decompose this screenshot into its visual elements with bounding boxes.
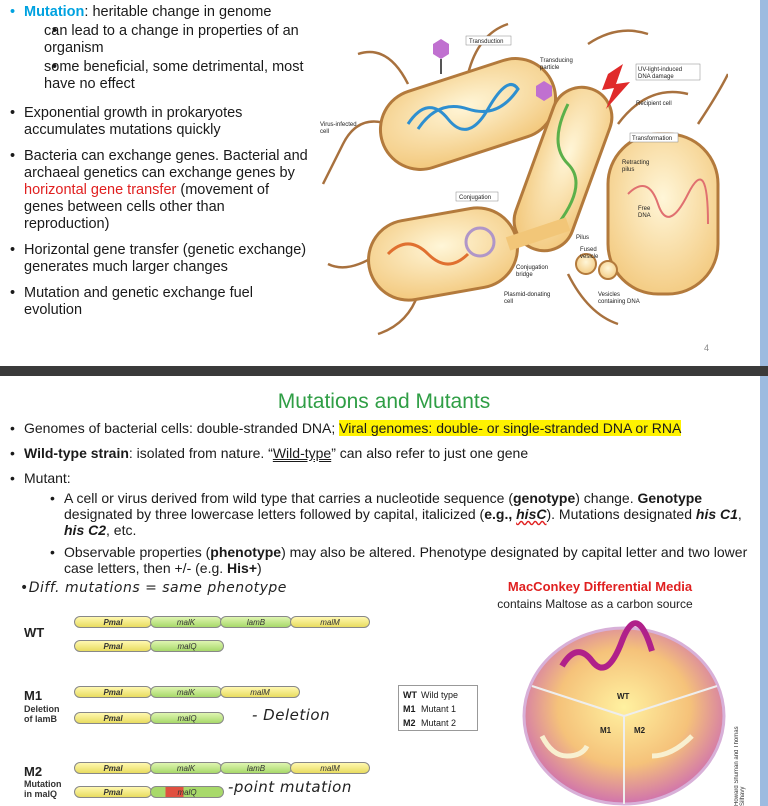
photo-credit: Howard Shuman and Thomas Silhavy xyxy=(734,726,746,806)
bullet-mutation: • Mutation: heritable change in genome • can lead to a change in properties of an organism • some beneficial, some detrimental, most have no effect xyxy=(0,4,310,93)
handwritten-note: •Diff. mutations = same phenotype xyxy=(20,580,287,596)
subbullet-phenotype: • Observable properties (phenotype) may also be altered. Phenotype designated by capital letter and two lower case letters, then +/- (e.g. His+) xyxy=(0,544,760,576)
slide-edge-accent xyxy=(760,0,768,366)
slide-horizontal-gene-transfer xyxy=(0,0,768,366)
legend-row: M1 Mutant 1 xyxy=(403,704,457,714)
strain-legend xyxy=(398,685,478,731)
gene-pmal: Pmal xyxy=(74,786,152,798)
bullet-gene-exchange: • Bacteria can exchange genes. Bacterial and archaeal genetics can exchange genes by horizontal gene transfer (movement of genes between cells other than reproduction) xyxy=(0,148,310,233)
gene-pmal: Pmal xyxy=(74,616,152,628)
slide-title: Mutations and Mutants xyxy=(277,390,491,413)
svg-text:Vesicles: Vesicles xyxy=(598,292,621,298)
svg-text:particle: particle xyxy=(540,65,560,71)
svg-text:Retracting: Retracting xyxy=(622,160,650,166)
svg-text:UV-light-induced: UV-light-induced xyxy=(638,67,683,73)
svg-text:containing DNA: containing DNA xyxy=(598,299,640,305)
svg-text:Conjugation: Conjugation xyxy=(516,265,549,271)
gene-pmal: Pmal xyxy=(74,686,152,698)
label-transduction: Transduction xyxy=(469,39,504,45)
bullet-mutant: • Mutant: xyxy=(0,470,760,486)
subbullet-genotype: • A cell or virus derived from wild type that carries a nucleotide sequence (genotype) change. Genotype designated by three lowercase letters followed by capital, italicized (e.g., hisC). Mutations designated his C1, his C2, etc. xyxy=(0,490,760,538)
page-number: 4 xyxy=(704,343,710,353)
gene-pmal: Pmal xyxy=(74,712,152,724)
svg-text:cell: cell xyxy=(320,129,330,135)
macconkey-title: MacConkey Differential Media xyxy=(507,579,693,594)
svg-text:Conjugation: Conjugation xyxy=(459,195,492,201)
row-label-wt: WT xyxy=(24,625,45,640)
svg-text:Transducing: Transducing xyxy=(540,58,573,64)
svg-text:DNA damage: DNA damage xyxy=(638,74,674,80)
subbullet-properties: • can lead to a change in properties of an organism xyxy=(24,23,310,57)
macconkey-subtitle: contains Maltose as a carbon source xyxy=(497,597,693,611)
slide2-bullets xyxy=(0,420,760,582)
svg-text:Virus-infected: Virus-infected xyxy=(320,122,357,128)
svg-text:DNA: DNA xyxy=(638,213,651,219)
svg-text:pilus: pilus xyxy=(622,167,635,173)
gene-malQ: malQ xyxy=(150,640,224,652)
subbullet-effects: • some beneficial, some detrimental, most have no effect xyxy=(24,59,310,93)
handwritten-deletion: - Deletion xyxy=(252,706,331,724)
svg-text:Transformation: Transformation xyxy=(632,136,673,142)
petri-plate xyxy=(522,616,727,806)
bullet-exponential-growth: • Exponential growth in prokaryotes accumulates mutations quickly xyxy=(0,105,310,139)
gene-malQ-mutated: malQ xyxy=(150,786,224,798)
svg-text:Fused: Fused xyxy=(580,247,597,253)
slide-edge-accent xyxy=(760,376,768,806)
handwritten-point-mutation: -point mutation xyxy=(228,778,352,796)
bullet-evolution: • Mutation and genetic exchange fuel evolution xyxy=(0,285,310,319)
virus-particle xyxy=(433,39,449,59)
bullet-genomes: • Genomes of bacterial cells: double-stranded DNA; Viral genomes: double- or single-stranded DNA or RNA xyxy=(0,420,760,436)
bullet-wild-type: • Wild-type strain: isolated from nature. “Wild-type” can also refer to just one gene xyxy=(0,445,760,461)
gene-malK: malK xyxy=(150,762,222,774)
row-label-m2: M2 xyxy=(24,764,43,779)
plasmid-donating-cell xyxy=(362,202,524,307)
slide-mutations-and-mutants: Mutations and Mutants • Genomes of bacterial cells: double-stranded DNA; Viral genomes: double- or single-stranded DNA or RNA • Wild-type strain: isolated from nature. “Wild-type” can also refer to just one gene • Mutant: • A cell or virus derived from wild type that carries a nucleotide sequence (genotype) change. Genotype designated by three lowercase letters followed by capital, italicized (e.g., hisC). Mutations designated his C1, his C2, etc. • Observable properties (phenotype) may also be altered. Phenotype designated by capital letter and two lower case letters, then +/- (e.g. His+) •Diff. mutations = same phenotype WT Pmal malK lamB malM Pmal malQ M1 Deletion of lamB Pmal malK malM Pmal malQ - Deletion M2 Mutation in malQ Pmal malK lamB malM Pmal malQ -point mutation WT Wild type M1 Mutant 1 M2 Mutant 2 MacConkey Differential Media contains Maltose as a carbon source WT M1 M2 Howard Shuman and Thomas Silhavy xyxy=(0,376,768,806)
svg-text:vesicle: vesicle xyxy=(580,254,599,260)
svg-text:Plasmid-donating: Plasmid-donating xyxy=(504,292,551,298)
svg-text:Free: Free xyxy=(638,206,651,212)
gene-malK: malK xyxy=(150,686,222,698)
svg-text:cell: cell xyxy=(504,299,514,305)
plate-label-m2: M2 xyxy=(634,726,646,735)
legend-row: WT Wild type xyxy=(403,690,459,700)
gene-malK: malK xyxy=(150,616,222,628)
gene-lamB: lamB xyxy=(220,762,292,774)
gene-transfer-figure xyxy=(318,4,728,344)
gene-pmal: Pmal xyxy=(74,640,152,652)
gene-pmal: Pmal xyxy=(74,762,152,774)
gene-lamB: lamB xyxy=(220,616,292,628)
plate-label-wt: WT xyxy=(617,692,630,701)
gene-malM: malM xyxy=(290,616,370,628)
legend-row: M2 Mutant 2 xyxy=(403,718,457,728)
row-label-m1: M1 xyxy=(24,688,43,703)
svg-text:Recipient cell: Recipient cell xyxy=(636,101,672,107)
slide1-bullets xyxy=(0,4,310,328)
gene-malM: malM xyxy=(220,686,300,698)
plate-label-m1: M1 xyxy=(600,726,612,735)
slide-divider xyxy=(0,366,768,376)
vesicle-2 xyxy=(599,261,617,279)
svg-text:Pilus: Pilus xyxy=(576,235,590,241)
svg-text:bridge: bridge xyxy=(516,272,533,278)
gene-malQ: malQ xyxy=(150,712,224,724)
gene-malM: malM xyxy=(290,762,370,774)
bullet-hgt-changes: • Horizontal gene transfer (genetic exchange) generates much larger changes xyxy=(0,242,310,276)
